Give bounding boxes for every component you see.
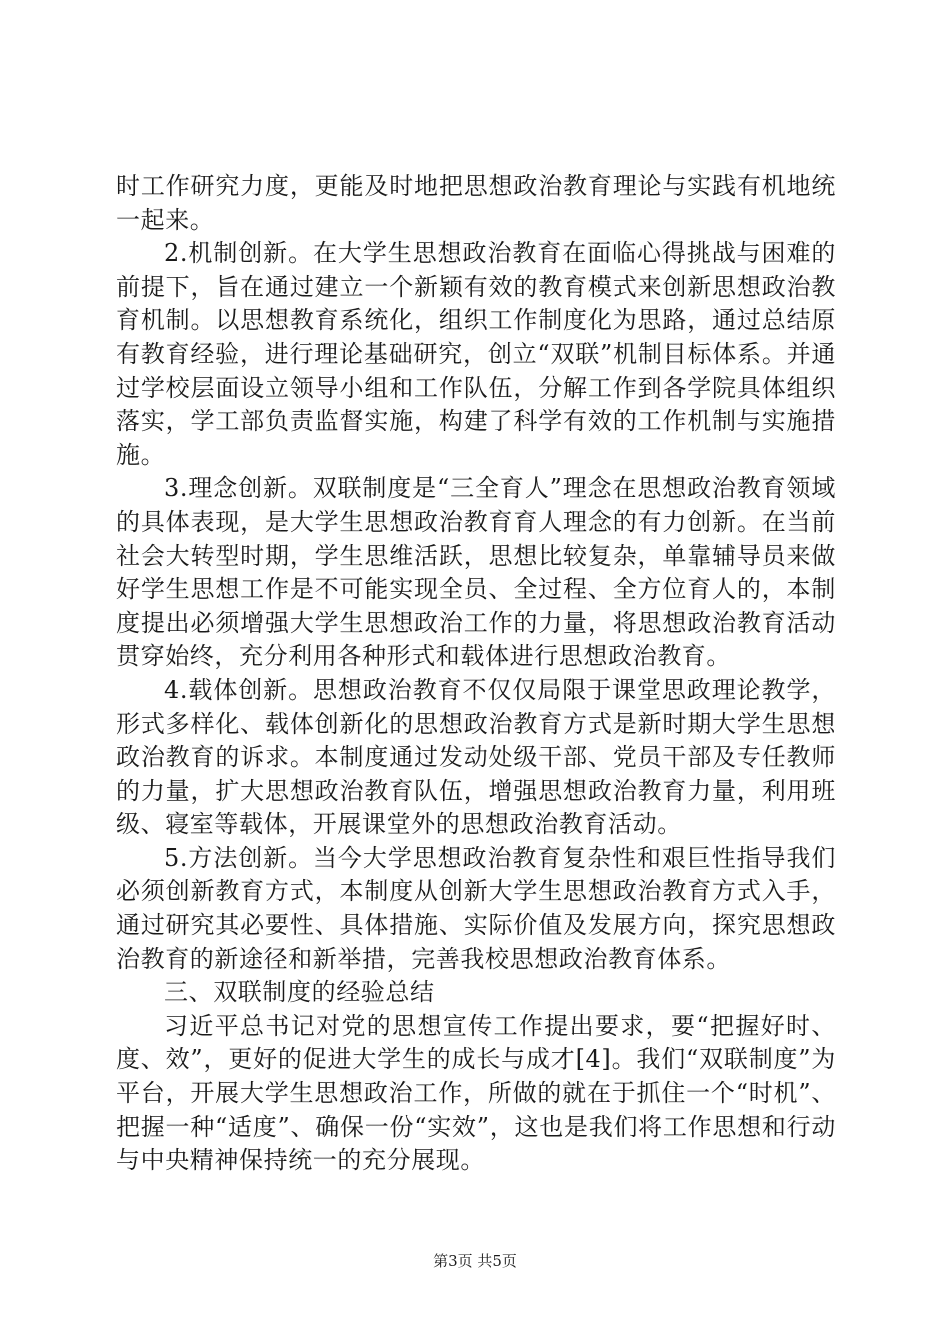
- section-heading: 三、双联制度的经验总结: [164, 978, 435, 1007]
- paragraph-carrier-innovation: 4.载体创新。思想政治教育不仅仅局限于课堂思政理论教学，形式多样化、载体创新化的思想政治教育方式是新时期大学生思想政治教育的诉求。本制度通过发动处级干部、党员干部及专任教师的力量，扩大思想政治教育队伍，增强思想政治教育力量，利用班级、寝室等载体，开展课堂外的思想政治教育活动。: [116, 675, 836, 839]
- paragraph-mechanism-innovation: 2.机制创新。在大学生思想政治教育在面临心得挑战与困难的前提下，旨在通过建立一个新颖有效的教育模式来创新思想政治教育机制。以思想教育系统化，组织工作制度化为思路，通过总结原有教育经验，进行理论基础研究，创立“双联”机制目标体系。并通过学校层面设立领导小组和工作队伍，分解工作到各学院具体组织落实，学工部负责监督实施，构建了科学有效的工作机制与实施措施。: [116, 239, 836, 469]
- document-body: [116, 170, 836, 1178]
- paragraph-experience-summary: 习近平总书记对党的思想宣传工作提出要求，要“把握好时、度、效”，更好的促进大学生的成长与成才[4]。我们“双联制度”为平台，开展大学生思想政治工作，所做的就在于抓住一个“时机”、把握一种“适度”、确保一份“实效”，这也是我们将工作思想和行动与中央精神保持统一的充分展现。: [116, 1011, 836, 1175]
- paragraph-method-innovation: 5.方法创新。当今大学思想政治教育复杂性和艰巨性指导我们必须创新教育方式，本制度从创新大学生思想政治教育方式入手，通过研究其必要性、具体措施、实际价值及发展方向，探究思想政治教育的新途径和新举措，完善我校思想政治教育体系。: [116, 843, 836, 973]
- paragraph-continuation: 时工作研究力度，更能及时地把思想政治教育理论与实践有机地统一起来。: [116, 172, 836, 234]
- paragraph-concept-innovation: 3.理念创新。双联制度是“三全育人”理念在思想政治教育领域的具体表现，是大学生思想政治教育育人理念的有力创新。在当前社会大转型时期，学生思维活跃，思想比较复杂，单靠辅导员来做好学生思想工作是不可能实现全员、全过程、全方位育人的，本制度提出必须增强大学生思想政治工作的力量，将思想政治教育活动贯穿始终，充分利用各种形式和载体进行思想政治教育。: [116, 474, 836, 671]
- page-number-footer: 第3页 共5页: [433, 1252, 517, 1270]
